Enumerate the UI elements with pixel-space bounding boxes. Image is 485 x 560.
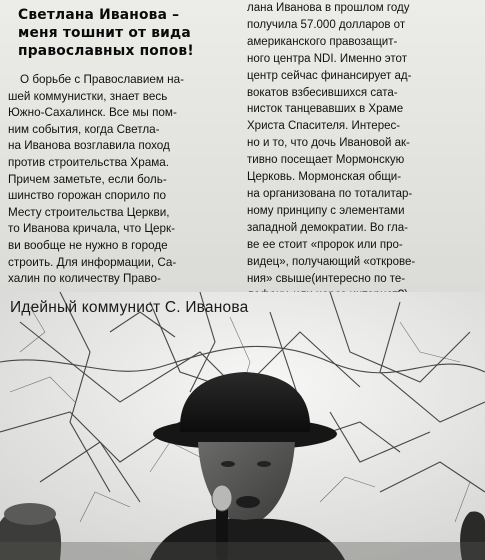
text-line: видец», получающий «открове- [247, 255, 416, 268]
text-line: на организована по тоталитар- [247, 187, 413, 200]
bystander-left-cap [4, 503, 56, 525]
photo-caption: Идейный коммунист С. Иванова [10, 299, 249, 316]
eye-left [221, 461, 235, 467]
left-column [8, 6, 234, 292]
text-line: западной демократии. Во гла- [247, 221, 408, 234]
right-column-text [247, 0, 483, 304]
text-line: но и то, что дочь Ивановой ак- [247, 137, 410, 150]
article-photo [0, 292, 485, 560]
text-line: Христа Спасителя. Интерес- [247, 120, 401, 133]
text-line: Церковь. Мормонская общи- [247, 171, 402, 184]
photo-illustration [0, 292, 485, 560]
text-line: на Иванова возглавила поход [8, 139, 170, 153]
text-line: против строительства Храма. [8, 155, 169, 169]
crowd-shadow [0, 542, 485, 560]
text-line: шинство горожан спорило по [8, 189, 167, 203]
left-column-text [8, 72, 234, 288]
right-column [247, 0, 483, 292]
article-headline [18, 6, 234, 60]
headline-line: православных попов! [18, 43, 194, 59]
text-line: Причем заметьте, если боль- [8, 172, 167, 186]
text-line: ве ее стоит «пророк или про- [247, 238, 403, 251]
text-line: вокатов взбесившихся сата- [247, 86, 398, 99]
headline-line: меня тошнит от вида [18, 25, 191, 41]
text-line: ним события, когда Светла- [8, 122, 160, 136]
text-line: ния» свыше(интересно по те- [247, 272, 406, 285]
text-line: американского правозащит- [247, 35, 398, 48]
text-line: Южно-Сахалинск. Все мы пом- [8, 106, 177, 120]
text-line: Месту строительства Церкви, [8, 205, 170, 219]
text-line: строить. Для информации, Са- [8, 255, 177, 269]
headline-line: Светлана Иванова – [18, 7, 180, 23]
eye-right [257, 461, 271, 467]
microphone-head [212, 485, 232, 511]
text-line: ви вообще не нужно в городе [8, 238, 168, 252]
text-line: халин по количеству Право- [8, 272, 161, 286]
text-line: О борьбе с Православием на- [20, 73, 185, 86]
text-line: ного центра NDI. Именно этот [247, 52, 407, 65]
text-line: тивно посещает Мормонскую [247, 154, 405, 167]
text-line: центр сейчас финансирует ад- [247, 69, 412, 82]
mouth [236, 496, 260, 508]
text-line: лана Иванова в прошлом году [247, 2, 410, 14]
text-line: ному принципу с элементами [247, 204, 405, 217]
text-line: получила 57.000 долларов от [247, 18, 406, 31]
text-line: нисток танцевавших в Храме [247, 103, 404, 116]
text-line: то Иванова кричала, что Церк- [8, 222, 175, 236]
text-line: шей коммунистки, знает весь [8, 89, 168, 103]
